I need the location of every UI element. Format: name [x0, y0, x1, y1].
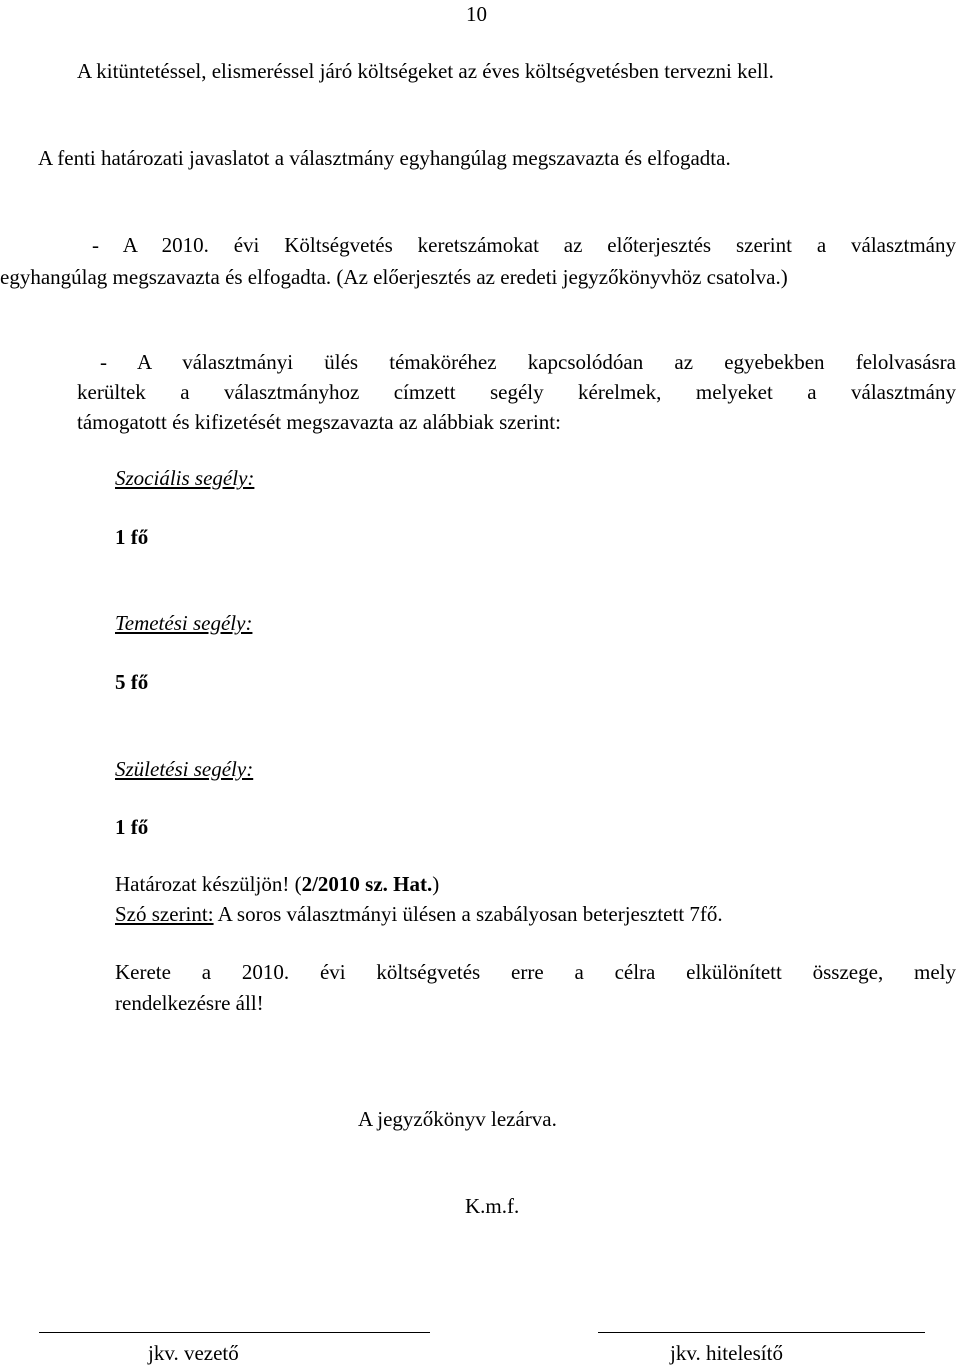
vote-label: Szó szerint: [115, 902, 214, 926]
signature-line-right [598, 1332, 925, 1333]
signature-label-left: jkv. vezető [148, 1341, 239, 1365]
aid-count-funeral: 5 fő [115, 670, 149, 694]
resolution-prefix: Határozat készüljön! ( [115, 872, 302, 896]
vote-line [115, 902, 723, 927]
budget-frame-line-1: Kerete a 2010. évi költségvetés erre a célra elkülönített összege, mely [115, 960, 956, 984]
paragraph-aid-requests-line-2: kerültek a választmányhoz címzett segély kérelmek, melyeket a választmány [77, 380, 956, 404]
kmf: K.m.f. [465, 1194, 520, 1218]
aid-title-birth: Születési segély: [115, 757, 254, 781]
resolution-suffix: ) [432, 872, 440, 896]
aid-count-birth: 1 fő [115, 815, 149, 839]
budget-frame-line-2: rendelkezésre áll! [115, 991, 264, 1015]
paragraph-aid-requests-line-1: - A választmányi ülés témaköréhez kapcsolódóan az egyebekben felolvasásra [100, 350, 956, 374]
paragraph-aid-requests-line-3: támogatott és kifizetését megszavazta az alábbiak szerint: [77, 410, 561, 434]
resolution-line [115, 872, 439, 897]
page-number: 10 [466, 2, 487, 26]
paragraph-cost-note: A kitüntetéssel, elismeréssel járó költségeket az éves költségvetésben tervezni kell. [77, 59, 774, 83]
paragraph-resolution-accepted: A fenti határozati javaslatot a választmány egyhangúlag megszavazta és elfogadta. [38, 146, 731, 170]
aid-title-funeral: Temetési segély: [115, 611, 253, 635]
aid-title-social: Szociális segély: [115, 466, 255, 490]
vote-text: A soros választmányi ülésen a szabályosan beterjesztett 7fő. [213, 902, 723, 926]
paragraph-budget-line-1: - A 2010. évi Költségvetés keretszámokat az előterjesztés szerint a választmány [92, 233, 956, 257]
aid-count-social: 1 fő [115, 525, 149, 549]
resolution-number: 2/2010 sz. Hat. [301, 872, 433, 896]
paragraph-budget-line-2: egyhangúlag megszavazta és elfogadta. (Az előerjesztés az eredeti jegyzőkönyvhöz csatolva.) [0, 265, 788, 289]
closing-statement: A jegyzőkönyv lezárva. [358, 1107, 557, 1131]
signature-label-right: jkv. hitelesítő [670, 1341, 783, 1365]
signature-line-left [39, 1332, 430, 1333]
